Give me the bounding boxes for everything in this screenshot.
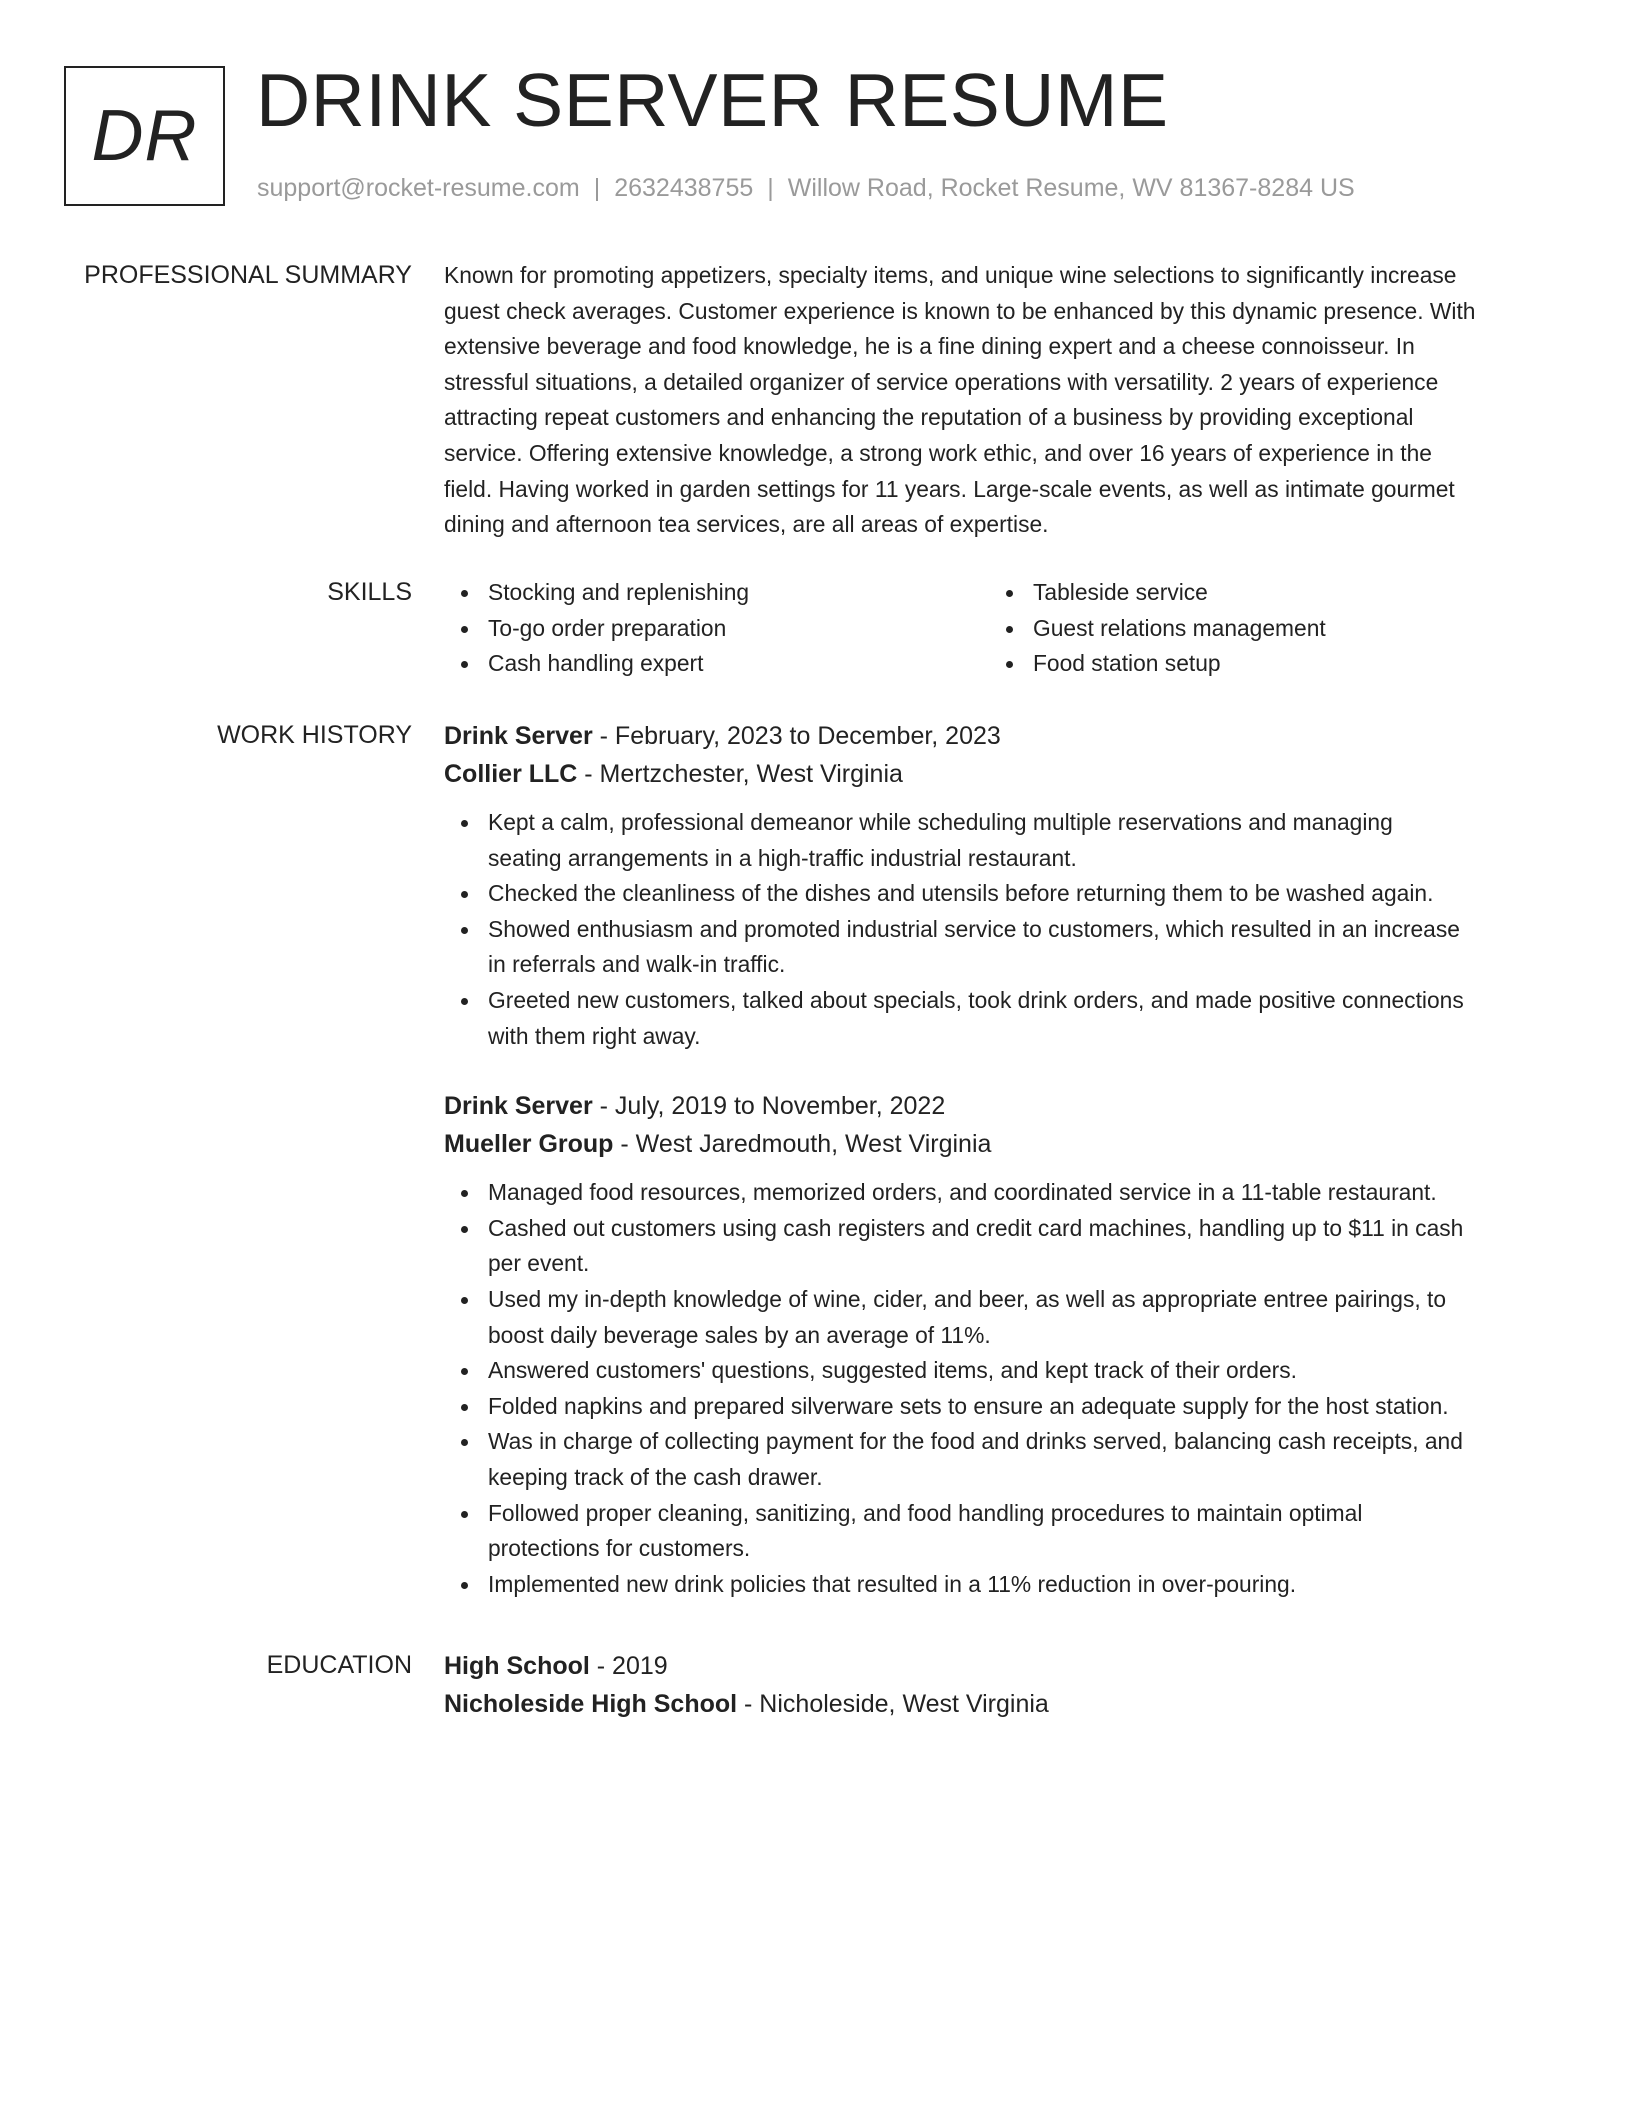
skills-grid (444, 575, 1554, 682)
job-bullet (444, 1424, 1554, 1495)
contact-line (257, 174, 1355, 203)
bullet-line: Cashed out customers using cash registers and credit card machines, handling up to $11 in cash (488, 1214, 1464, 1241)
summary-line: Known for promoting appetizers, specialty items, and unique wine selections to significantly increase (444, 262, 1457, 288)
summary-line: service. Offering extensive knowledge, a strong work ethic, and over 16 years of experience in the (444, 439, 1432, 466)
job-company: Mueller Group (444, 1130, 614, 1159)
summary-text (444, 258, 1554, 543)
job-role-line (444, 1087, 1554, 1125)
job-bullet (444, 876, 1554, 912)
job-bullet-list (444, 1175, 1554, 1602)
bullet-line: Greeted new customers, talked about specials, took drink orders, and made positive connections (488, 986, 1464, 1013)
skill-item: To-go order preparation (444, 611, 989, 647)
summary-line: field. Having worked in garden settings for 11 years. Large-scale events, as well as intimate gourmet (444, 475, 1455, 502)
bullet-line: protections for customers. (488, 1535, 751, 1562)
monogram-box (64, 66, 225, 206)
monogram-initials: DR (91, 96, 198, 176)
job-company-line (444, 1125, 1554, 1163)
skills-body (444, 575, 1554, 682)
section-title-work-history: WORK HISTORY (217, 721, 412, 749)
summary-body (444, 258, 1554, 543)
summary-line: dining and afternoon tea services, are all areas of expertise. (444, 511, 1049, 538)
resume-title: DRINK SERVER RESUME (256, 58, 1169, 142)
job-role: Drink Server (444, 722, 593, 750)
education-school: Nicholeside High School (444, 1690, 738, 1718)
job-location: - West Jaredmouth, West Virginia (613, 1130, 992, 1159)
bullet-line: Was in charge of collecting payment for the food and drinks served, balancing cash receipts, and (488, 1428, 1463, 1455)
bullet-line: Answered customers' questions, suggested items, and kept track of their orders. (488, 1357, 1297, 1384)
summary-line: extensive beverage and food knowledge, he is a fine dining expert and a cheese connoisseur. In (444, 333, 1415, 360)
skill-item: Guest relations management (989, 611, 1534, 647)
contact-email[interactable]: support@rocket-resume.com (257, 174, 580, 202)
bullet-line: in referrals and walk-in traffic. (488, 951, 786, 978)
skill-item: Cash handling expert (444, 646, 989, 682)
summary-line: stressful situations, a detailed organizer of service operations with versatility. 2 years of experience (444, 368, 1439, 395)
bullet-line: per event. (488, 1250, 590, 1277)
section-title-skills: SKILLS (327, 578, 412, 606)
bullet-line: Checked the cleanliness of the dishes and utensils before returning them to be washed again. (488, 880, 1434, 907)
bullet-line: Implemented new drink policies that resulted in a 11% reduction in over-pouring. (488, 1570, 1297, 1597)
work-history-body (444, 717, 1554, 1602)
job-bullet (444, 912, 1554, 983)
section-title-summary: PROFESSIONAL SUMMARY (84, 261, 412, 289)
bullet-line: Showed enthusiasm and promoted industrial service to customers, which resulted in an increase (488, 915, 1460, 942)
job-entry (444, 717, 1554, 1054)
job-bullet (444, 1567, 1554, 1603)
skill-item: Tableside service (989, 575, 1534, 611)
contact-phone[interactable]: 2632438755 (614, 174, 754, 202)
bullet-line: Kept a calm, professional demeanor while scheduling multiple reservations and managing (488, 809, 1393, 835)
bullet-line: seating arrangements in a high-traffic industrial restaurant. (488, 844, 1077, 871)
job-bullet (444, 1282, 1554, 1353)
job-dates: - February, 2023 to December, 2023 (592, 722, 1001, 750)
section-title-education: EDUCATION (266, 1651, 412, 1679)
education-degree-line (444, 1647, 1554, 1685)
education-year: - 2019 (589, 1652, 668, 1680)
contact-separator: | (767, 174, 774, 202)
contact-separator: | (593, 174, 601, 202)
job-bullet (444, 805, 1554, 876)
bullet-line: Used my in-depth knowledge of wine, cider, and beer, as well as appropriate entree pairings, to (488, 1285, 1447, 1312)
education-degree: High School (444, 1652, 590, 1680)
job-bullet-list (444, 805, 1554, 1054)
bullet-line: Managed food resources, memorized orders, and coordinated service in a 11-table restaurant. (488, 1179, 1437, 1206)
bullet-line: with them right away. (488, 1022, 701, 1049)
skills-list-left (444, 575, 989, 682)
contact-address: Willow Road, Rocket Resume, WV 81367-8284 US (787, 174, 1355, 202)
job-bullet (444, 983, 1554, 1054)
job-role: Drink Server (444, 1092, 593, 1121)
bullet-line: Folded napkins and prepared silverware sets to ensure an adequate supply for the host station. (488, 1392, 1449, 1419)
bullet-line: Followed proper cleaning, sanitizing, and food handling procedures to maintain optimal (488, 1499, 1363, 1526)
job-bullet (444, 1389, 1554, 1425)
job-bullet (444, 1211, 1554, 1282)
job-location: - Mertzchester, West Virginia (577, 760, 903, 788)
education-location: - Nicholeside, West Virginia (737, 1690, 1049, 1718)
education-school-line (444, 1685, 1554, 1723)
education-body (444, 1647, 1554, 1723)
job-entry (444, 1087, 1554, 1602)
job-role-line (444, 717, 1554, 755)
job-dates: - July, 2019 to November, 2022 (592, 1092, 946, 1121)
bullet-line: boost daily beverage sales by an average of 11%. (488, 1321, 991, 1348)
summary-line: attracting repeat customers and enhancing the reputation of a business by providing exceptional (444, 404, 1414, 431)
job-company-line (444, 755, 1554, 793)
job-bullet (444, 1353, 1554, 1389)
skill-item: Stocking and replenishing (444, 575, 989, 611)
bullet-line: keeping track of the cash drawer. (488, 1463, 823, 1490)
job-company: Collier LLC (444, 760, 578, 788)
summary-line: guest check averages. Customer experience is known to be enhanced by this dynamic presence. With (444, 297, 1476, 324)
job-bullet (444, 1175, 1554, 1211)
skill-item: Food station setup (989, 646, 1534, 682)
skills-list-right (989, 575, 1534, 682)
job-bullet (444, 1496, 1554, 1567)
